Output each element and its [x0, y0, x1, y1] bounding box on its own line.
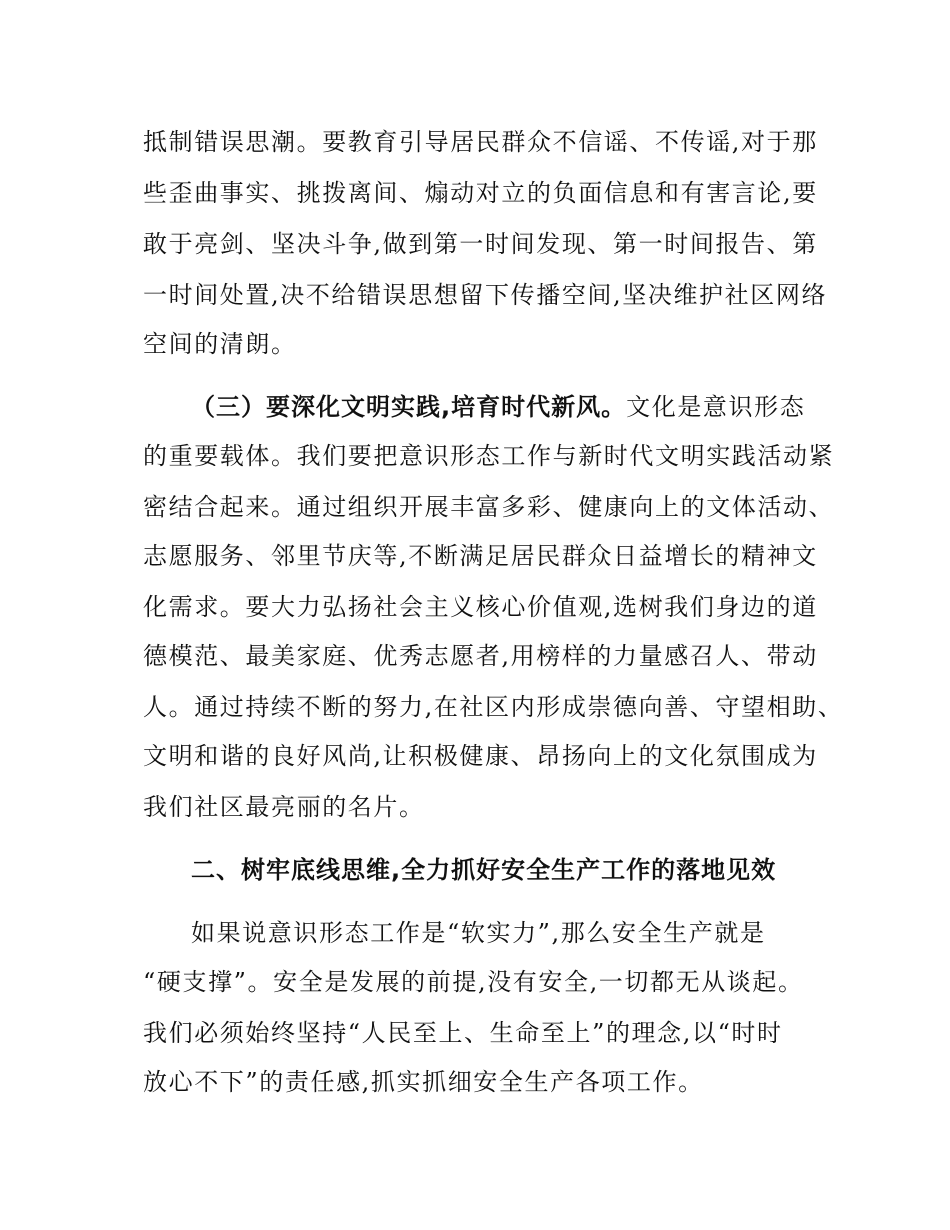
text-line: 文明和谐的良好风尚,让积极健康、昂扬向上的文化氛围成为 — [143, 742, 818, 770]
text-line: 人。通过持续不断的努力,在社区内形成崇德向善、守望相助、 — [143, 693, 844, 721]
text-line: 化需求。要大力弘扬社会主义核心价值观,选树我们身边的道 — [143, 593, 818, 621]
text-line: 志愿服务、邻里节庆等,不断满足居民群众日益增长的精神文 — [143, 542, 818, 570]
text-line: 抵制错误思潮。要教育引导居民群众不信谣、不传谣,对于那 — [143, 128, 818, 156]
text-line: 一时间处置,决不给错误思想留下传播空间,坚决维护社区网络 — [143, 281, 828, 309]
text-line: 如果说意识形态工作是“软实力”,那么安全生产就是 — [191, 919, 766, 947]
text-line: 些歪曲事实、挑拨离间、煽动对立的负面信息和有害言论,要 — [143, 179, 818, 207]
text-line: “硬支撑”。安全是发展的前提,没有安全,一切都无从谈起。 — [143, 968, 804, 996]
text-line: 敢于亮剑、坚决斗争,做到第一时间发现、第一时间报告、第 — [143, 230, 818, 258]
subsection-heading: （三）要深化文明实践,培育时代新风。 — [191, 393, 627, 421]
text-line: 空间的清朗。 — [143, 330, 297, 358]
text-line: 德模范、最美家庭、优秀志愿者,用榜样的力量感召人、带动 — [143, 642, 818, 670]
text-line: 我们社区最亮丽的名片。 — [143, 793, 425, 821]
text-line: 放心不下”的责任感,抓实抓细安全生产各项工作。 — [143, 1068, 704, 1096]
paragraph-first-line — [191, 392, 805, 422]
text-line: 密结合起来。通过组织开展丰富多彩、健康向上的文体活动、 — [143, 493, 835, 521]
text-line: 的重要载体。我们要把意识形态工作与新时代文明实践活动紧 — [143, 442, 835, 470]
text-line: 我们必须始终坚持“人民至上、生命至上”的理念,以“时时 — [143, 1019, 783, 1047]
section-heading: 二、树牢底线思维,全力抓好安全生产工作的落地见效 — [191, 856, 777, 884]
text-span: 文化是意识形态 — [626, 393, 806, 421]
